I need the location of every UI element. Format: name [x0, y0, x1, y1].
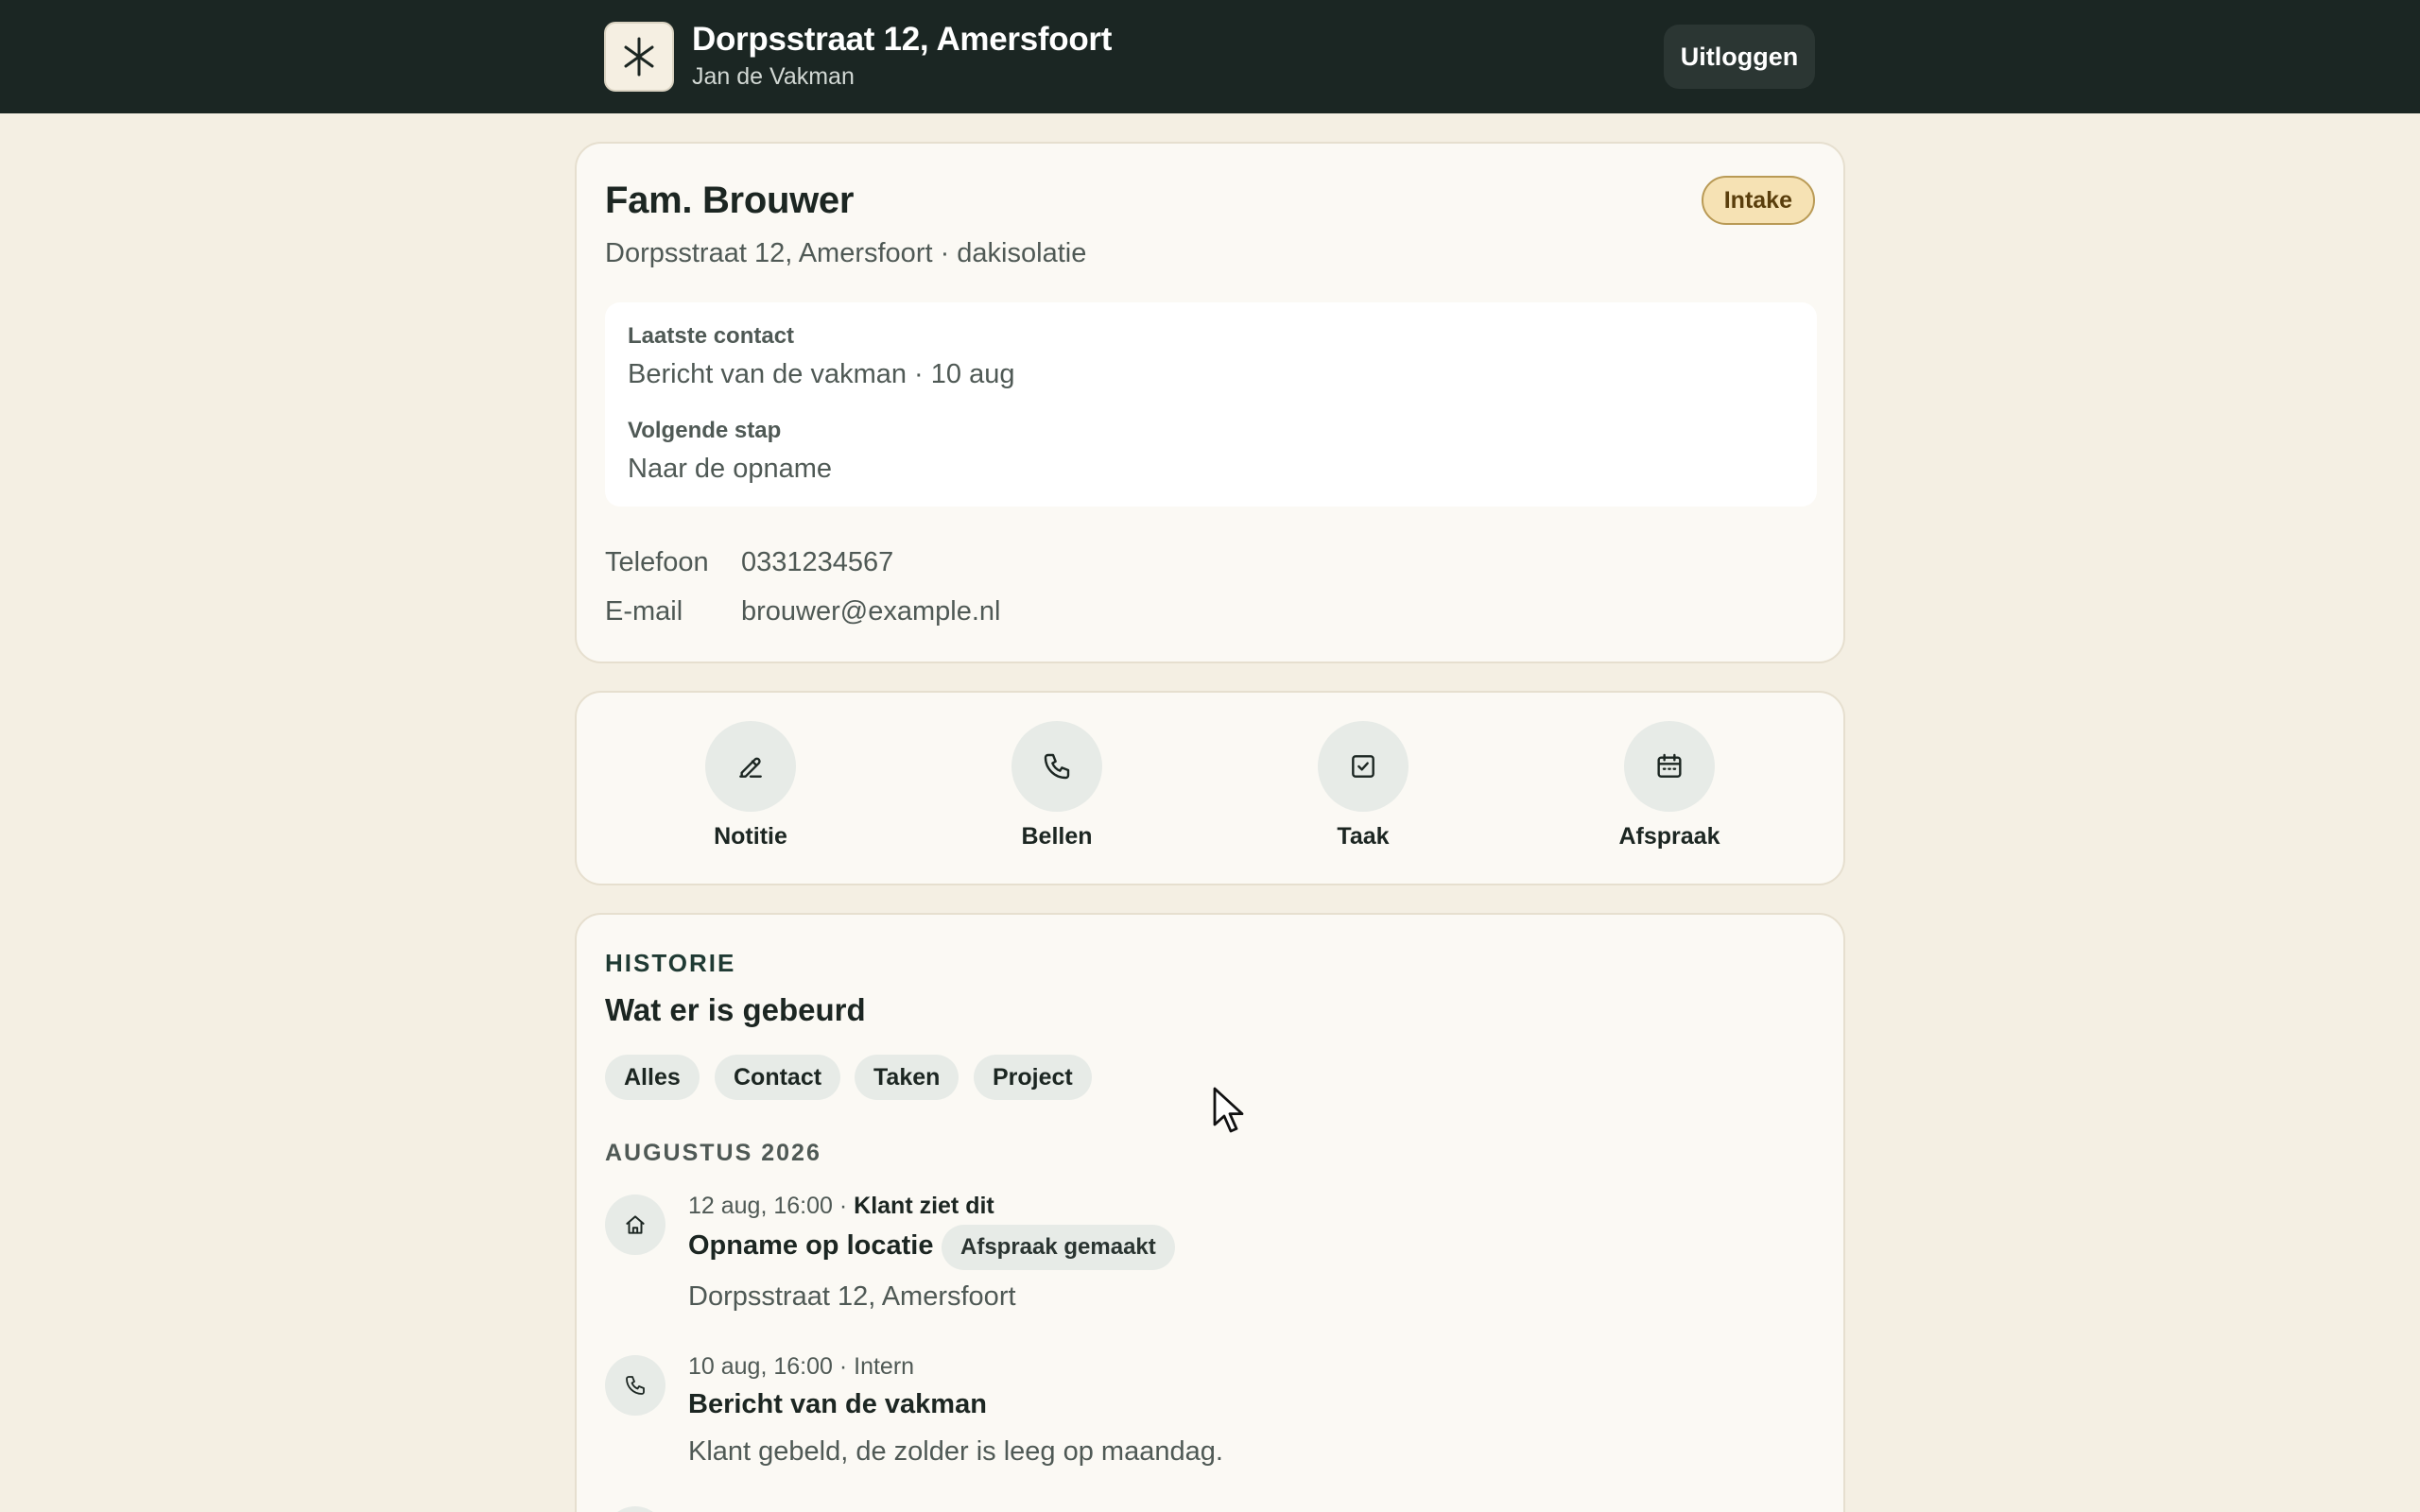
calendar-icon: [1624, 721, 1715, 812]
visibility-note: Klant ziet dit: [854, 1193, 994, 1219]
status-badge: Intake: [1702, 176, 1815, 225]
client-meta: Dorpsstraat 12, Amersfoort · dakisolatie: [605, 238, 1087, 268]
client-card: [575, 142, 1845, 663]
user-name: Jan de Vakman: [692, 63, 855, 90]
logout-button[interactable]: Uitloggen: [1664, 25, 1815, 89]
pencil-icon: [705, 721, 796, 812]
next-step-value: Naar de opname: [628, 454, 833, 484]
note-label: Notitie: [714, 823, 787, 850]
phone-label: Telefoon: [605, 547, 709, 577]
last-contact-label: Laatste contact: [628, 323, 795, 349]
history-card: [575, 913, 1845, 1512]
filter-tasks[interactable]: Taken: [855, 1055, 959, 1100]
email-label: E-mail: [605, 596, 683, 627]
event-title: Opname op locatie: [688, 1230, 934, 1261]
call-button[interactable]: [962, 693, 1151, 887]
last-contact-value: Bericht van de vakman · 10 aug: [628, 359, 1015, 389]
top-bar: [0, 0, 2420, 113]
phone-icon: [605, 1355, 666, 1416]
next-step-label: Volgende stap: [628, 418, 782, 443]
event-description: Dorpsstraat 12, Amersfoort: [688, 1281, 1016, 1312]
appointment-button[interactable]: [1575, 693, 1764, 887]
filter-all[interactable]: Alles: [605, 1055, 700, 1100]
filter-project[interactable]: Project: [974, 1055, 1092, 1100]
event-title: Bericht van de vakman: [688, 1389, 987, 1419]
history-heading: Wat er is gebeurd: [605, 992, 866, 1027]
home-icon: [605, 1194, 666, 1255]
history-eyebrow: HISTORIE: [605, 949, 736, 977]
phone-link[interactable]: 0331234567: [741, 547, 894, 577]
contact-summary: [605, 302, 1817, 507]
call-label: Bellen: [1021, 823, 1093, 850]
appointment-label: Afspraak: [1618, 823, 1720, 850]
event-description: Klant gebeld, de zolder is leeg op maandag.: [688, 1436, 1223, 1467]
phone-icon: [1011, 721, 1102, 812]
event-icon: [605, 1506, 666, 1512]
task-button[interactable]: [1269, 693, 1458, 887]
mouse-cursor-icon: [1213, 1087, 1251, 1136]
month-heading: AUGUSTUS 2026: [605, 1140, 821, 1166]
filter-contact[interactable]: Contact: [715, 1055, 840, 1100]
note-button[interactable]: [656, 693, 845, 887]
client-name: Fam. Brouwer: [605, 180, 855, 221]
actions-card: [575, 691, 1845, 885]
email-link[interactable]: brouwer@example.nl: [741, 596, 1001, 627]
event-time: 10 aug, 16:00 · Intern: [688, 1353, 915, 1380]
task-label: Taak: [1337, 823, 1390, 850]
asterisk-icon: [604, 22, 674, 92]
event-tag: Afspraak gemaakt: [942, 1225, 1175, 1270]
event-time: 12 aug, 16:00 · Klant ziet dit: [688, 1193, 994, 1219]
checkbox-icon: [1318, 721, 1409, 812]
page-title: Dorpsstraat 12, Amersfoort: [692, 21, 1113, 58]
